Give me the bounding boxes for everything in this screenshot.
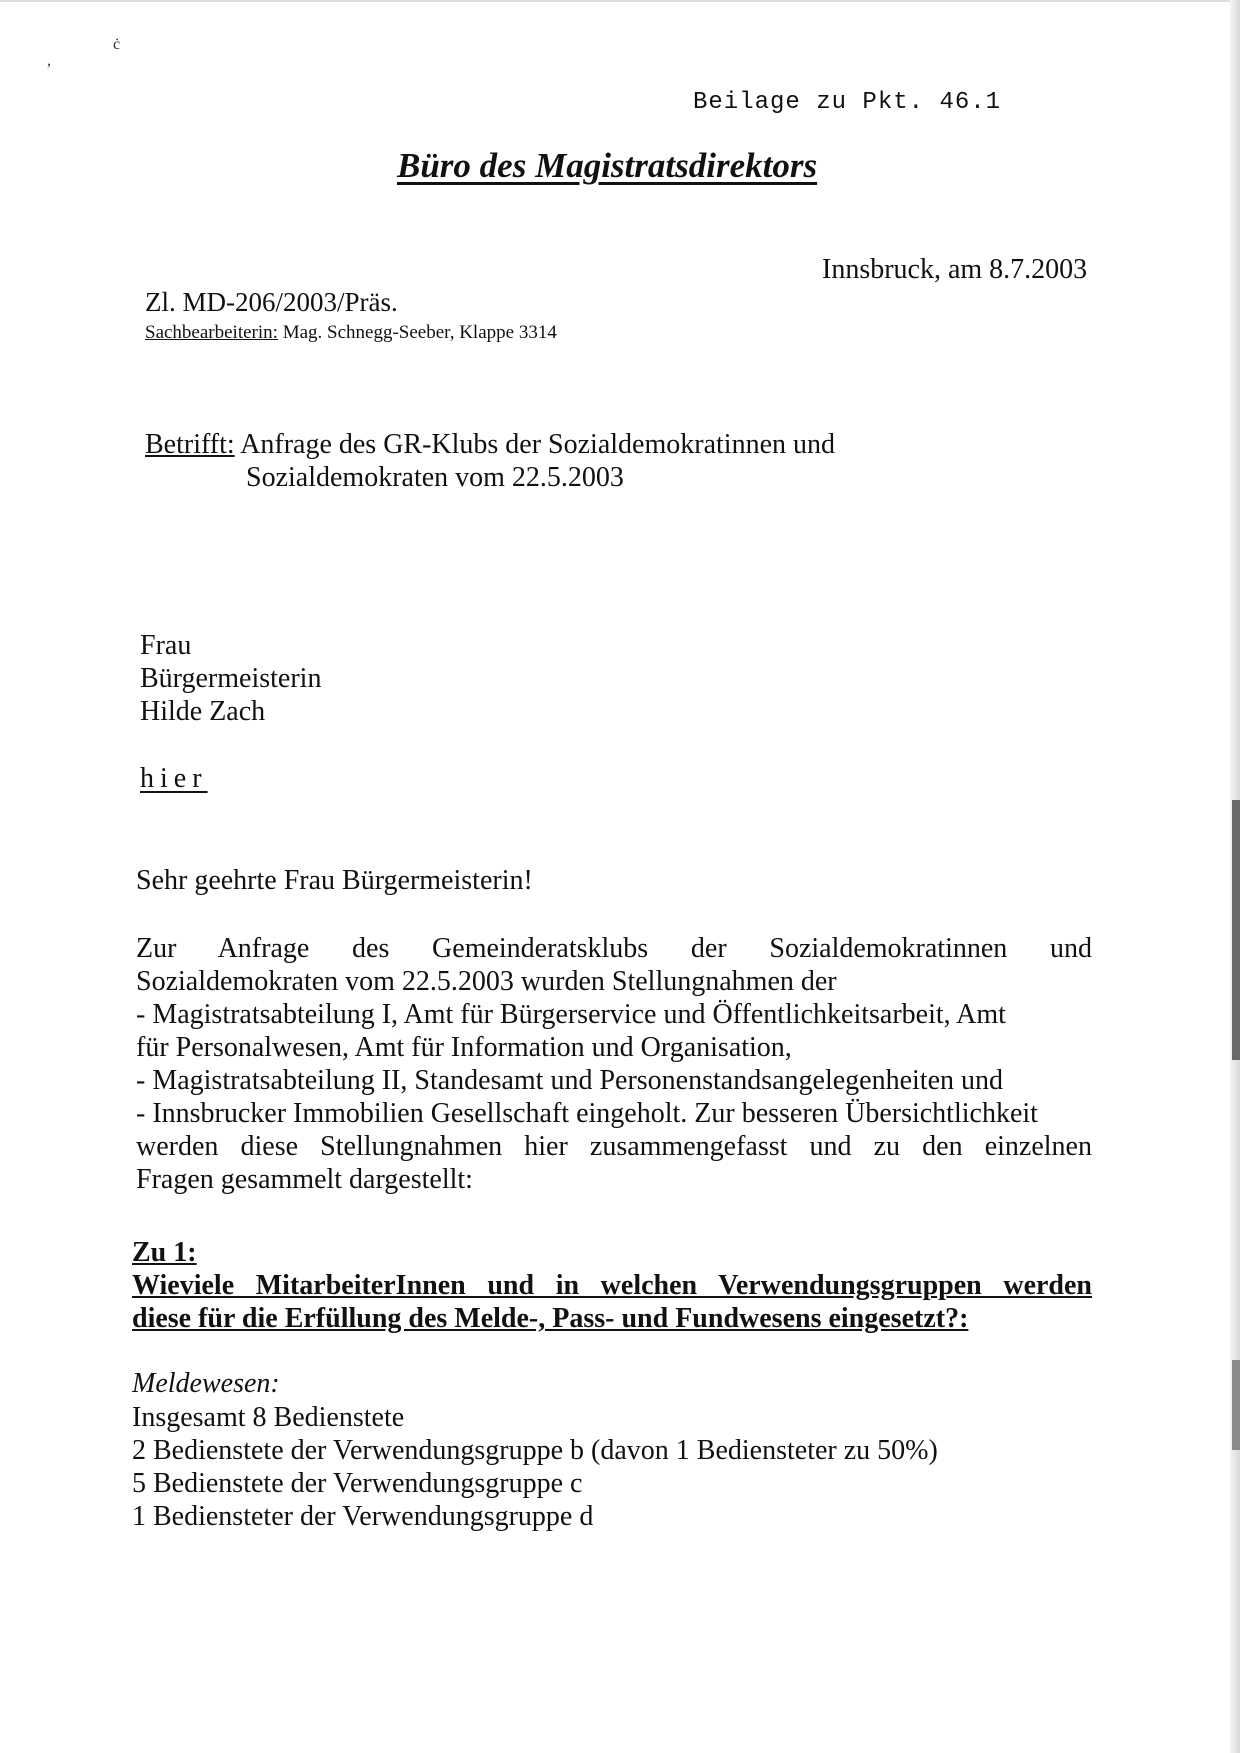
list-item: 2 Bedienstete der Verwendungsgruppe b (davon 1 Bediensteter zu 50%) <box>132 1435 938 1466</box>
recipient-salutation: Frau <box>140 630 192 661</box>
body-line: - Innsbrucker Immobilien Gesellschaft eingeholt. Zur besseren Übersichtlichkeit <box>136 1098 1038 1129</box>
clerk-label: Sachbearbeiterin: <box>145 322 278 343</box>
body-line: werden diese Stellungnahmen hier zusammengefasst und zu den einzelnen <box>136 1131 1092 1162</box>
place-date: Innsbruck, am 8.7.2003 <box>822 254 1088 285</box>
body-line: für Personalwesen, Amt für Information und Organisation, <box>136 1032 792 1063</box>
reference-number: Zl. MD-206/2003/Präs. <box>145 287 398 317</box>
section-title: Zu 1: <box>132 1237 197 1268</box>
body-paragraph <box>136 932 1092 1196</box>
subject-line <box>145 429 835 461</box>
list-item: 1 Bediensteter der Verwendungsgruppe d <box>132 1501 594 1532</box>
question-line: diese für die Erfüllung des Melde-, Pass- und Fundwesens eingesetzt?: <box>132 1303 969 1334</box>
subject-text-1: Anfrage des GR-Klubs der Sozialdemokratinnen und <box>234 429 835 460</box>
section-subheading: Meldewesen: <box>132 1368 280 1399</box>
local-delivery-note: hier <box>140 763 208 794</box>
list-item: 5 Bedienstete der Verwendungsgruppe c <box>132 1468 583 1499</box>
staff-list <box>132 1401 938 1533</box>
body-line: - Magistratsabteilung II, Standesamt und Personenstandsangelegenheiten und <box>136 1065 1004 1096</box>
office-title: Büro des Magistratsdirektors <box>397 146 818 185</box>
recipient-name: Hilde Zach <box>140 696 266 727</box>
scan-edge-shadow <box>1232 800 1240 1060</box>
body-line: Fragen gesammelt dargestellt: <box>136 1164 473 1195</box>
attachment-note: Beilage zu Pkt. 46.1 <box>693 89 1002 116</box>
section-question <box>132 1269 1092 1335</box>
scan-edge-shadow <box>1232 1360 1240 1450</box>
scan-top-edge <box>0 0 1240 2</box>
scan-right-edge <box>1230 0 1240 1753</box>
letter-salutation: Sehr geehrte Frau Bürgermeisterin! <box>136 865 533 896</box>
recipient-title: Bürgermeisterin <box>140 663 322 694</box>
scan-speck: , <box>47 52 51 69</box>
body-line: Sozialdemokraten vom 22.5.2003 wurden Stellungnahmen der <box>136 966 837 997</box>
scan-speck: ċ <box>113 36 121 53</box>
clerk-line <box>145 322 557 344</box>
body-line: - Magistratsabteilung I, Amt für Bürgerservice und Öffentlichkeitsarbeit, Amt <box>136 999 1006 1030</box>
subject-label: Betrifft: <box>145 429 235 460</box>
clerk-value: Mag. Schnegg-Seeber, Klappe 3314 <box>277 322 557 343</box>
subject-text-2: Sozialdemokraten vom 22.5.2003 <box>246 462 624 493</box>
question-line: Wieviele MitarbeiterInnen und in welchen Verwendungsgruppen werden <box>132 1270 1092 1301</box>
list-item: Insgesamt 8 Bedienstete <box>132 1402 405 1433</box>
body-line: Zur Anfrage des Gemeinderatsklubs der Sozialdemokratinnen und <box>136 933 1092 964</box>
